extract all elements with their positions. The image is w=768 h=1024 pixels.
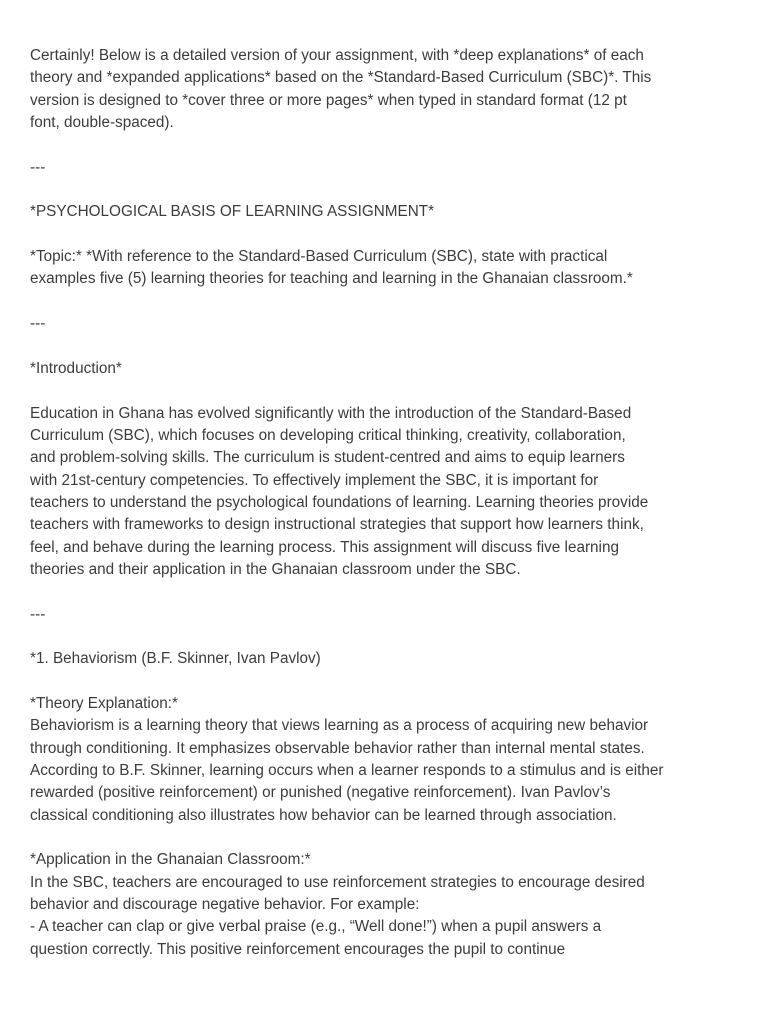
text-line: feel, and behave during the learning process. This assignment will discuss five learning xyxy=(30,538,619,556)
text-line: Curriculum (SBC), which focuses on developing critical thinking, creativity, collaboration, xyxy=(30,426,626,444)
introduction-heading xyxy=(30,358,742,380)
text-line: *Theory Explanation:* xyxy=(30,694,178,712)
text-line: *Application in the Ghanaian Classroom:* xyxy=(30,851,311,869)
blank-line xyxy=(30,827,742,849)
document-body xyxy=(30,45,742,961)
text-line: and problem-solving skills. The curriculum is student-centred and aims to equip learners xyxy=(30,449,625,467)
separator xyxy=(30,604,742,626)
blank-line xyxy=(30,335,742,357)
theory-explanation xyxy=(30,693,742,827)
text-line: examples five (5) learning theories for teaching and learning in the Ghanaian classroom.* xyxy=(30,270,633,288)
intro-note xyxy=(30,45,742,134)
blank-line xyxy=(30,671,742,693)
text-line: behavior and discourage negative behavior. For example: xyxy=(30,896,420,914)
text-line: through conditioning. It emphasizes observable behavior rather than internal mental states. xyxy=(30,739,645,757)
text-line: Education in Ghana has evolved significantly with the introduction of the Standard-Based xyxy=(30,404,632,422)
separator xyxy=(30,313,742,335)
text-line: teachers with frameworks to design instructional strategies that support how learners think, xyxy=(30,516,644,534)
text-line: version is designed to *cover three or more pages* when typed in standard format (12 pt xyxy=(30,91,627,109)
blank-line xyxy=(30,626,742,648)
introduction-paragraph xyxy=(30,403,742,582)
topic xyxy=(30,246,742,291)
text-line: font, double-spaced). xyxy=(30,114,174,132)
text-line: *1. Behaviorism (B.F. Skinner, Ivan Pavlov) xyxy=(30,650,321,668)
text-line: *Introduction* xyxy=(30,359,122,377)
text-line: *Topic:* *With reference to the Standard-Based Curriculum (SBC), state with practical xyxy=(30,248,608,266)
blank-line xyxy=(30,581,742,603)
blank-line xyxy=(30,179,742,201)
classroom-application xyxy=(30,849,742,961)
blank-line xyxy=(30,224,742,246)
text-line: --- xyxy=(30,315,46,333)
text-line: teachers to understand the psychological foundations of learning. Learning theories provide xyxy=(30,493,649,511)
text-line: Certainly! Below is a detailed version of your assignment, with *deep explanations* of each xyxy=(30,47,644,64)
text-line: *PSYCHOLOGICAL BASIS OF LEARNING ASSIGNMENT* xyxy=(30,203,435,221)
text-line: - A teacher can clap or give verbal praise (e.g., “Well done!”) when a pupil answers a xyxy=(30,918,602,936)
behaviorism-heading xyxy=(30,648,742,670)
text-line: In the SBC, teachers are encouraged to use reinforcement strategies to encourage desired xyxy=(30,873,645,891)
text-line: --- xyxy=(30,605,46,623)
text-line: with 21st-century competencies. To effectively implement the SBC, it is important for xyxy=(30,471,599,489)
text-line: theory and *expanded applications* based on the *Standard-Based Curriculum (SBC)*. This xyxy=(30,69,652,87)
text-line: classical conditioning also illustrates how behavior can be learned through association. xyxy=(30,806,617,824)
text-line: rewarded (positive reinforcement) or punished (negative reinforcement). Ivan Pavlov’s xyxy=(30,784,611,802)
text-line: Behaviorism is a learning theory that views learning as a process of acquiring new behavior xyxy=(30,717,649,735)
separator xyxy=(30,157,742,179)
text-line: --- xyxy=(30,158,46,176)
assignment-title xyxy=(30,201,742,223)
blank-line xyxy=(30,380,742,402)
blank-line xyxy=(30,134,742,156)
text-line: question correctly. This positive reinforcement encourages the pupil to continue xyxy=(30,940,566,958)
text-line: theories and their application in the Ghanaian classroom under the SBC. xyxy=(30,560,521,578)
text-line: According to B.F. Skinner, learning occurs when a learner responds to a stimulus and is either xyxy=(30,762,664,779)
blank-line xyxy=(30,291,742,313)
